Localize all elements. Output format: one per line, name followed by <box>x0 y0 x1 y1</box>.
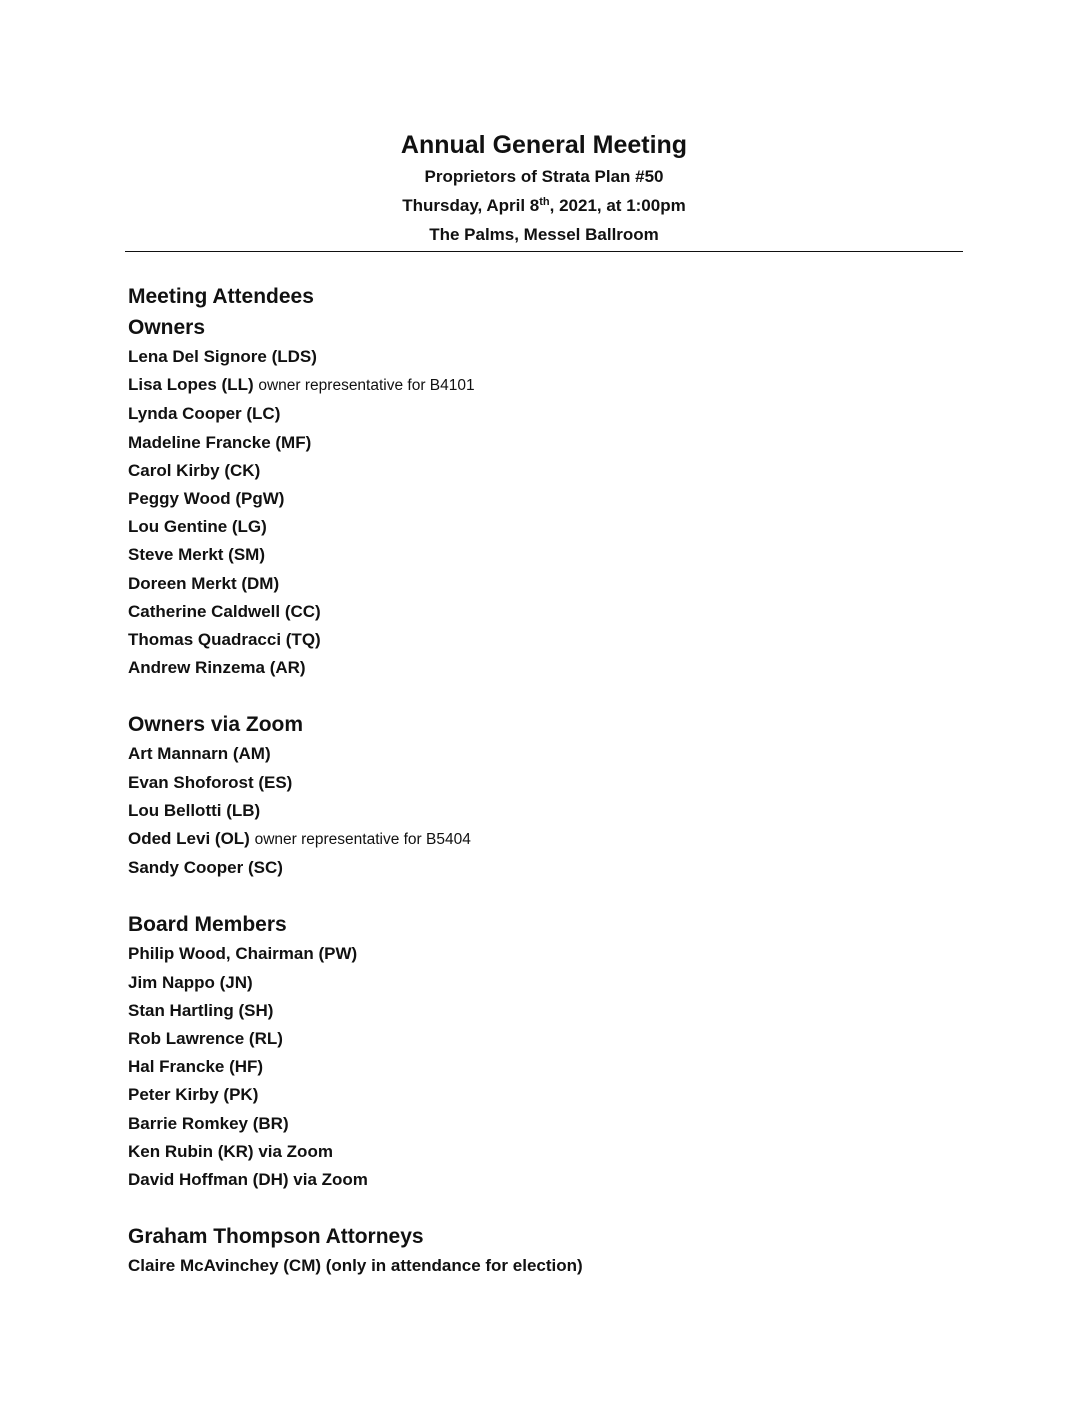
attendee-name: Lena Del Signore (LDS) <box>128 347 317 366</box>
attendee-name: Hal Francke (HF) <box>128 1057 264 1077</box>
attendee-item <box>128 513 968 541</box>
attendee-item <box>128 740 968 768</box>
section-spacer <box>128 682 968 709</box>
attendee-item <box>128 797 968 825</box>
document-title: Annual General Meeting <box>400 131 688 159</box>
document-subtitle: Proprietors of Strata Plan #50 <box>424 167 664 186</box>
attendee-name: Barrie Romkey (BR) <box>128 1113 289 1133</box>
meeting-date <box>0 191 1088 220</box>
attendee-item <box>128 940 968 968</box>
attendee-name: Doreen Merkt (DM) <box>128 573 280 593</box>
section-spacer <box>128 882 968 909</box>
meeting-date-ordinal: th <box>539 196 550 208</box>
attendee-item <box>128 371 968 400</box>
attendee-item <box>128 400 968 428</box>
attendee-name: Art Mannarn (AM) <box>128 744 271 764</box>
attendee-item <box>128 343 968 371</box>
attendee-item <box>128 570 968 598</box>
attendee-name: Andrew Rinzema (AR) <box>128 658 306 678</box>
attendee-name: Peggy Wood (PgW) <box>128 489 285 509</box>
board-members-heading: Board Members <box>128 913 287 937</box>
attendee-name: Claire McAvinchey (CM) (only in attendance for election) <box>128 1256 583 1276</box>
attendee-item <box>128 969 968 997</box>
owners-heading: Owners <box>128 316 206 339</box>
attendee-item <box>128 541 968 569</box>
attendee-name: Lynda Cooper (LC) <box>128 404 281 424</box>
attendee-name: Peter Kirby (PK) <box>128 1085 259 1105</box>
attendee-name: Oded Levi (OL) <box>128 829 250 849</box>
owners-zoom-heading: Owners via Zoom <box>128 713 304 737</box>
attendee-note: owner representative for B5404 <box>254 831 471 849</box>
attendee-item <box>128 1166 968 1194</box>
attendee-item <box>128 429 968 457</box>
attendee-item <box>128 1138 968 1166</box>
attendee-note: owner representative for B4101 <box>258 377 475 395</box>
attorneys-list <box>128 1252 968 1280</box>
attendee-name: Lisa Lopes (LL) <box>128 375 254 395</box>
attendee-item <box>128 1053 968 1081</box>
attendee-item <box>128 1025 968 1053</box>
meeting-attendees-heading: Meeting Attendees <box>128 285 314 308</box>
attendee-name: David Hoffman (DH) via Zoom <box>128 1170 368 1190</box>
meeting-date-rest: , 2021, at 1:00pm <box>549 196 686 215</box>
section-spacer <box>128 1194 968 1221</box>
attendee-name: Steve Merkt (SM) <box>128 545 265 565</box>
attendee-name: Lou Bellotti (LB) <box>128 800 261 820</box>
attendee-name: Jim Nappo (JN) <box>128 972 253 992</box>
attendee-item <box>128 854 968 882</box>
attendee-item <box>128 1081 968 1109</box>
owners-zoom-list <box>128 740 968 882</box>
attendee-name: Ken Rubin (KR) via Zoom <box>128 1141 333 1161</box>
attendee-item <box>128 485 968 513</box>
attendee-item <box>128 1252 968 1280</box>
attorneys-heading: Graham Thompson Attorneys <box>128 1225 424 1249</box>
attendee-name: Thomas Quadracci (TQ) <box>128 630 321 650</box>
attendee-name: Evan Shoforost (ES) <box>128 772 293 792</box>
attendee-name: Catherine Caldwell (CC) <box>128 601 321 621</box>
attendee-name: Sandy Cooper (SC) <box>128 858 283 878</box>
attendee-item <box>128 769 968 797</box>
attendee-name: Carol Kirby (CK) <box>128 460 261 480</box>
attendee-item <box>128 598 968 626</box>
attendee-item <box>128 997 968 1025</box>
document-header <box>0 128 1088 249</box>
attendee-item <box>128 457 968 485</box>
attendees-content <box>128 281 968 1280</box>
board-members-list <box>128 940 968 1194</box>
meeting-date-prefix: Thursday, April 8 <box>402 196 540 215</box>
attendee-name: Madeline Francke (MF) <box>128 432 312 452</box>
attendee-item <box>128 654 968 682</box>
attendee-item <box>128 825 968 854</box>
attendee-item <box>128 1110 968 1138</box>
attendee-name: Rob Lawrence (RL) <box>128 1029 283 1049</box>
owners-list <box>128 343 968 682</box>
header-divider <box>125 251 963 252</box>
attendee-item <box>128 626 968 654</box>
meeting-location: The Palms, Messel Ballroom <box>429 225 659 244</box>
attendee-name: Lou Gentine (LG) <box>128 517 267 537</box>
attendee-name: Philip Wood, Chairman (PW) <box>128 944 358 964</box>
attendee-name: Stan Hartling (SH) <box>128 1000 274 1020</box>
